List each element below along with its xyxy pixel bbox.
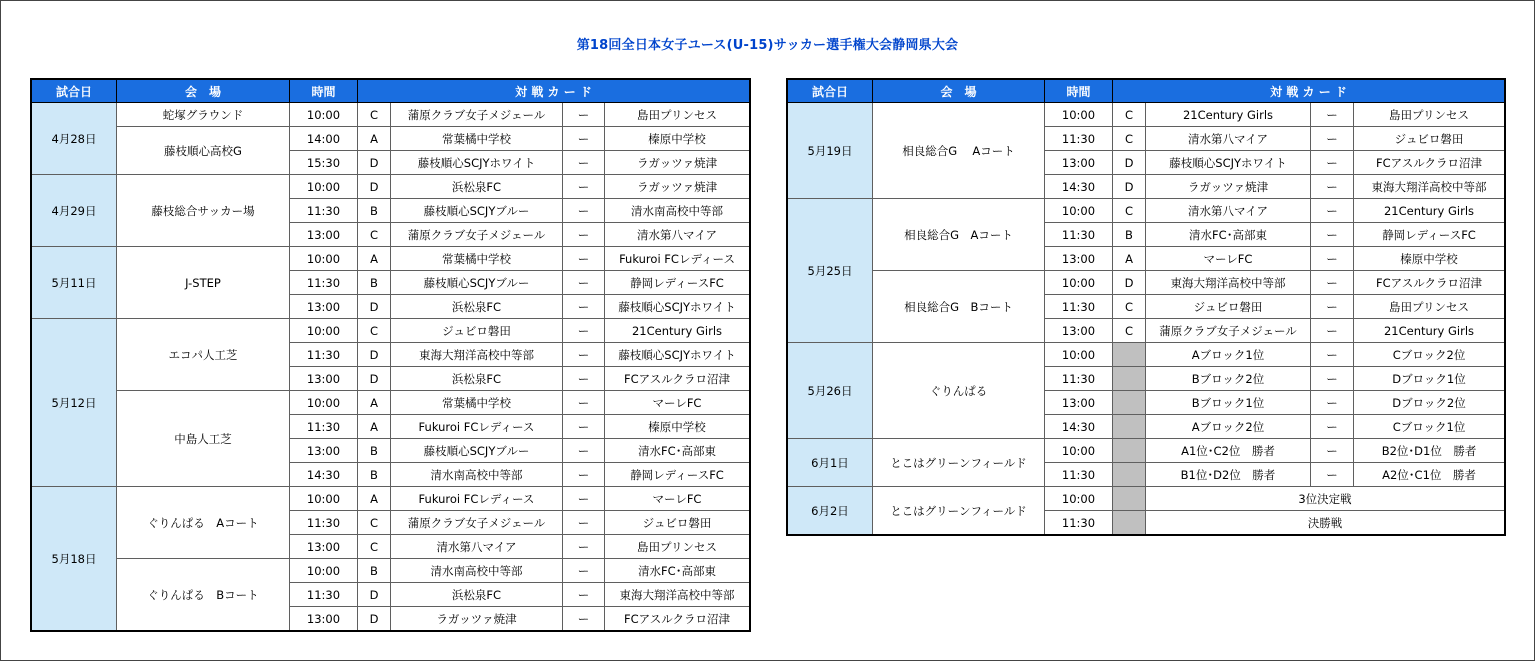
home-team: 蒲原クラブ女子メジェール: [391, 223, 563, 247]
match-label: 決勝戦: [1146, 511, 1505, 535]
home-team: 清水第八マイア: [391, 535, 563, 559]
group-letter: C: [358, 223, 391, 247]
group-letter: C: [1113, 319, 1146, 343]
kickoff-time: 10:00: [290, 559, 358, 583]
away-team: 静岡レディースFC: [1354, 223, 1505, 247]
venue: 相良総合G Aコート: [873, 103, 1045, 199]
group-letter: D: [358, 151, 391, 175]
page-title: 第18回全日本女子ユース(U-15)サッカー選手権大会静岡県大会: [576, 38, 959, 53]
venue: とこはグリーンフィールド: [873, 439, 1045, 487]
table-row: [788, 439, 1505, 463]
kickoff-time: 10:00: [290, 391, 358, 415]
match-date: 5月25日: [788, 199, 873, 343]
group-letter: [1113, 487, 1146, 511]
table-row: [32, 487, 750, 511]
home-team: Fukuroi FCレディース: [391, 415, 563, 439]
group-letter: C: [358, 103, 391, 127]
group-letter: D: [358, 175, 391, 199]
table-row: [32, 559, 750, 583]
home-team: 東海大翔洋高校中等部: [1146, 271, 1311, 295]
kickoff-time: 11:30: [1045, 367, 1113, 391]
table-row: [32, 319, 750, 343]
kickoff-time: 11:30: [1045, 463, 1113, 487]
versus-dash: ー: [563, 607, 605, 631]
header-match: 対 戦 カ ー ド: [1113, 80, 1505, 103]
schedule-table-left: [31, 79, 750, 631]
versus-dash: ー: [563, 415, 605, 439]
away-team: 清水FC･高部東: [605, 439, 750, 463]
home-team: 藤枝順心SCJYブルー: [391, 271, 563, 295]
versus-dash: ー: [1311, 151, 1354, 175]
group-letter: D: [1113, 175, 1146, 199]
away-team: Cブロック1位: [1354, 415, 1505, 439]
home-team: Bブロック2位: [1146, 367, 1311, 391]
venue: ぐりんぱる Aコート: [117, 487, 290, 559]
kickoff-time: 13:00: [1045, 151, 1113, 175]
home-team: 藤枝順心SCJYホワイト: [1146, 151, 1311, 175]
home-team: Bブロック1位: [1146, 391, 1311, 415]
away-team: Fukuroi FCレディース: [605, 247, 750, 271]
away-team: 21Century Girls: [1354, 199, 1505, 223]
header-date: 試合日: [32, 80, 117, 103]
home-team: 蒲原クラブ女子メジェール: [1146, 319, 1311, 343]
header-match: 対 戦 カ ー ド: [358, 80, 750, 103]
group-letter: [1113, 367, 1146, 391]
venue: 藤枝順心高校G: [117, 127, 290, 175]
versus-dash: ー: [563, 319, 605, 343]
kickoff-time: 14:30: [1045, 415, 1113, 439]
versus-dash: ー: [563, 559, 605, 583]
away-team: FCアスルクラロ沼津: [1354, 151, 1505, 175]
table-row: [32, 247, 750, 271]
header-time: 時間: [290, 80, 358, 103]
kickoff-time: 13:00: [290, 223, 358, 247]
away-team: ラガッツァ焼津: [605, 175, 750, 199]
away-team: Dブロック1位: [1354, 367, 1505, 391]
home-team: 清水第八マイア: [1146, 199, 1311, 223]
group-letter: A: [358, 391, 391, 415]
away-team: 清水南高校中等部: [605, 199, 750, 223]
table-row: [32, 391, 750, 415]
away-team: 藤枝順心SCJYホワイト: [605, 343, 750, 367]
schedule-table-right: [787, 79, 1505, 535]
home-team: 21Century Girls: [1146, 103, 1311, 127]
group-letter: C: [358, 511, 391, 535]
group-letter: D: [358, 295, 391, 319]
away-team: 静岡レディースFC: [605, 463, 750, 487]
away-team: マーレFC: [605, 487, 750, 511]
versus-dash: ー: [1311, 103, 1354, 127]
header-time: 時間: [1045, 80, 1113, 103]
group-letter: [1113, 511, 1146, 535]
versus-dash: ー: [563, 295, 605, 319]
versus-dash: ー: [1311, 391, 1354, 415]
home-team: 清水第八マイア: [1146, 127, 1311, 151]
match-date: 6月2日: [788, 487, 873, 535]
home-team: 蒲原クラブ女子メジェール: [391, 511, 563, 535]
versus-dash: ー: [563, 175, 605, 199]
match-date: 5月19日: [788, 103, 873, 199]
away-team: 榛原中学校: [605, 415, 750, 439]
home-team: ジュビロ磐田: [1146, 295, 1311, 319]
home-team: 藤枝順心SCJYブルー: [391, 199, 563, 223]
venue: 相良総合G Bコート: [873, 271, 1045, 343]
home-team: 浜松泉FC: [391, 583, 563, 607]
versus-dash: ー: [1311, 439, 1354, 463]
match-date: 5月11日: [32, 247, 117, 319]
match-date: 4月28日: [32, 103, 117, 175]
header-venue: 会 場: [873, 80, 1045, 103]
kickoff-time: 14:30: [1045, 175, 1113, 199]
schedule-body-right: [788, 103, 1505, 535]
group-letter: C: [358, 535, 391, 559]
match-date: 5月12日: [32, 319, 117, 487]
venue: 中島人工芝: [117, 391, 290, 487]
kickoff-time: 11:30: [1045, 295, 1113, 319]
versus-dash: ー: [563, 583, 605, 607]
kickoff-time: 14:00: [290, 127, 358, 151]
away-team: ジュビロ磐田: [605, 511, 750, 535]
versus-dash: ー: [563, 343, 605, 367]
home-team: Fukuroi FCレディース: [391, 487, 563, 511]
kickoff-time: 11:30: [290, 511, 358, 535]
versus-dash: ー: [563, 487, 605, 511]
versus-dash: ー: [1311, 343, 1354, 367]
schedule-body-left: [32, 103, 750, 631]
versus-dash: ー: [1311, 319, 1354, 343]
away-team: FCアスルクラロ沼津: [1354, 271, 1505, 295]
kickoff-time: 13:00: [290, 295, 358, 319]
group-letter: A: [358, 127, 391, 151]
versus-dash: ー: [1311, 127, 1354, 151]
table-row: [788, 103, 1505, 127]
kickoff-time: 10:00: [290, 319, 358, 343]
home-team: 清水FC･高部東: [1146, 223, 1311, 247]
away-team: 島田プリンセス: [1354, 295, 1505, 319]
away-team: Cブロック2位: [1354, 343, 1505, 367]
away-team: 清水第八マイア: [605, 223, 750, 247]
group-letter: B: [1113, 223, 1146, 247]
kickoff-time: 13:00: [1045, 319, 1113, 343]
group-letter: B: [358, 463, 391, 487]
table-row: [32, 103, 750, 127]
away-team: 清水FC･高部東: [605, 559, 750, 583]
match-date: 6月1日: [788, 439, 873, 487]
away-team: 榛原中学校: [605, 127, 750, 151]
versus-dash: ー: [563, 199, 605, 223]
table-header-row: [32, 80, 750, 103]
kickoff-time: 10:00: [290, 175, 358, 199]
home-team: Aブロック2位: [1146, 415, 1311, 439]
venue: ぐりんぱる: [873, 343, 1045, 439]
home-team: 東海大翔洋高校中等部: [391, 343, 563, 367]
versus-dash: ー: [563, 391, 605, 415]
versus-dash: ー: [563, 127, 605, 151]
group-letter: A: [358, 487, 391, 511]
versus-dash: ー: [1311, 247, 1354, 271]
group-letter: B: [358, 199, 391, 223]
home-team: ジュビロ磐田: [391, 319, 563, 343]
away-team: 島田プリンセス: [605, 103, 750, 127]
kickoff-time: 13:00: [1045, 247, 1113, 271]
header-date: 試合日: [788, 80, 873, 103]
away-team: 静岡レディースFC: [605, 271, 750, 295]
kickoff-time: 10:00: [1045, 343, 1113, 367]
group-letter: D: [358, 367, 391, 391]
kickoff-time: 13:00: [290, 535, 358, 559]
group-letter: A: [358, 415, 391, 439]
kickoff-time: 13:00: [290, 439, 358, 463]
away-team: FCアスルクラロ沼津: [605, 367, 750, 391]
kickoff-time: 13:00: [1045, 391, 1113, 415]
header-venue: 会 場: [117, 80, 290, 103]
home-team: 蒲原クラブ女子メジェール: [391, 103, 563, 127]
venue: J-STEP: [117, 247, 290, 319]
home-team: B1位･D2位 勝者: [1146, 463, 1311, 487]
kickoff-time: 14:30: [290, 463, 358, 487]
versus-dash: ー: [1311, 271, 1354, 295]
group-letter: C: [1113, 103, 1146, 127]
kickoff-time: 11:30: [1045, 223, 1113, 247]
versus-dash: ー: [563, 367, 605, 391]
home-team: 常葉橘中学校: [391, 247, 563, 271]
table-row: [788, 487, 1505, 511]
group-letter: B: [358, 439, 391, 463]
home-team: マーレFC: [1146, 247, 1311, 271]
group-letter: [1113, 415, 1146, 439]
kickoff-time: 11:30: [1045, 127, 1113, 151]
away-team: ラガッツァ焼津: [605, 151, 750, 175]
away-team: 藤枝順心SCJYホワイト: [605, 295, 750, 319]
away-team: Dブロック2位: [1354, 391, 1505, 415]
kickoff-time: 10:00: [1045, 439, 1113, 463]
venue: 相良総合G Aコート: [873, 199, 1045, 271]
away-team: 島田プリンセス: [605, 535, 750, 559]
versus-dash: ー: [1311, 367, 1354, 391]
group-letter: D: [1113, 151, 1146, 175]
table-header-row: [788, 80, 1505, 103]
versus-dash: ー: [1311, 175, 1354, 199]
group-letter: B: [358, 559, 391, 583]
group-letter: [1113, 391, 1146, 415]
versus-dash: ー: [1311, 223, 1354, 247]
group-letter: C: [1113, 127, 1146, 151]
kickoff-time: 10:00: [290, 247, 358, 271]
home-team: 常葉橘中学校: [391, 391, 563, 415]
group-letter: A: [1113, 247, 1146, 271]
venue: 藤枝総合サッカー場: [117, 175, 290, 247]
kickoff-time: 13:00: [290, 367, 358, 391]
home-team: A1位･C2位 勝者: [1146, 439, 1311, 463]
kickoff-time: 11:30: [290, 415, 358, 439]
kickoff-time: 10:00: [290, 487, 358, 511]
venue: ぐりんぱる Bコート: [117, 559, 290, 631]
away-team: 島田プリンセス: [1354, 103, 1505, 127]
group-letter: [1113, 439, 1146, 463]
kickoff-time: 11:30: [290, 583, 358, 607]
kickoff-time: 10:00: [1045, 271, 1113, 295]
kickoff-time: 11:30: [1045, 511, 1113, 535]
home-team: ラガッツァ焼津: [391, 607, 563, 631]
away-team: 21Century Girls: [1354, 319, 1505, 343]
home-team: 藤枝順心SCJYブルー: [391, 439, 563, 463]
group-letter: B: [358, 271, 391, 295]
table-row: [32, 127, 750, 151]
table-row: [788, 271, 1505, 295]
home-team: Aブロック1位: [1146, 343, 1311, 367]
versus-dash: ー: [563, 151, 605, 175]
kickoff-time: 15:30: [290, 151, 358, 175]
versus-dash: ー: [1311, 199, 1354, 223]
venue: エコパ人工芝: [117, 319, 290, 391]
match-label: 3位決定戦: [1146, 487, 1505, 511]
home-team: 浜松泉FC: [391, 367, 563, 391]
home-team: 常葉橘中学校: [391, 127, 563, 151]
versus-dash: ー: [563, 511, 605, 535]
kickoff-time: 11:30: [290, 271, 358, 295]
versus-dash: ー: [563, 223, 605, 247]
away-team: 榛原中学校: [1354, 247, 1505, 271]
away-team: 21Century Girls: [605, 319, 750, 343]
venue: 蛇塚グラウンド: [117, 103, 290, 127]
away-team: マーレFC: [605, 391, 750, 415]
away-team: FCアスルクラロ沼津: [605, 607, 750, 631]
kickoff-time: 13:00: [290, 607, 358, 631]
table-row: [32, 175, 750, 199]
group-letter: A: [358, 247, 391, 271]
away-team: 東海大翔洋高校中等部: [1354, 175, 1505, 199]
table-row: [788, 343, 1505, 367]
table-row: [788, 199, 1505, 223]
kickoff-time: 11:30: [290, 343, 358, 367]
away-team: A2位･C1位 勝者: [1354, 463, 1505, 487]
group-letter: [1113, 463, 1146, 487]
home-team: ラガッツァ焼津: [1146, 175, 1311, 199]
match-date: 5月26日: [788, 343, 873, 439]
group-letter: C: [358, 319, 391, 343]
group-letter: D: [358, 343, 391, 367]
match-date: 4月29日: [32, 175, 117, 247]
home-team: 浜松泉FC: [391, 175, 563, 199]
kickoff-time: 10:00: [290, 103, 358, 127]
away-team: B2位･D1位 勝者: [1354, 439, 1505, 463]
match-date: 5月18日: [32, 487, 117, 631]
versus-dash: ー: [563, 271, 605, 295]
group-letter: D: [358, 583, 391, 607]
versus-dash: ー: [563, 103, 605, 127]
away-team: 東海大翔洋高校中等部: [605, 583, 750, 607]
versus-dash: ー: [1311, 463, 1354, 487]
versus-dash: ー: [1311, 295, 1354, 319]
kickoff-time: 11:30: [290, 199, 358, 223]
group-letter: D: [358, 607, 391, 631]
versus-dash: ー: [1311, 415, 1354, 439]
home-team: 清水南高校中等部: [391, 463, 563, 487]
group-letter: [1113, 343, 1146, 367]
kickoff-time: 10:00: [1045, 199, 1113, 223]
versus-dash: ー: [563, 463, 605, 487]
home-team: 浜松泉FC: [391, 295, 563, 319]
versus-dash: ー: [563, 247, 605, 271]
versus-dash: ー: [563, 535, 605, 559]
group-letter: C: [1113, 199, 1146, 223]
group-letter: C: [1113, 295, 1146, 319]
venue: とこはグリーンフィールド: [873, 487, 1045, 535]
kickoff-time: 10:00: [1045, 487, 1113, 511]
versus-dash: ー: [563, 439, 605, 463]
home-team: 清水南高校中等部: [391, 559, 563, 583]
away-team: ジュビロ磐田: [1354, 127, 1505, 151]
home-team: 藤枝順心SCJYホワイト: [391, 151, 563, 175]
group-letter: D: [1113, 271, 1146, 295]
kickoff-time: 10:00: [1045, 103, 1113, 127]
